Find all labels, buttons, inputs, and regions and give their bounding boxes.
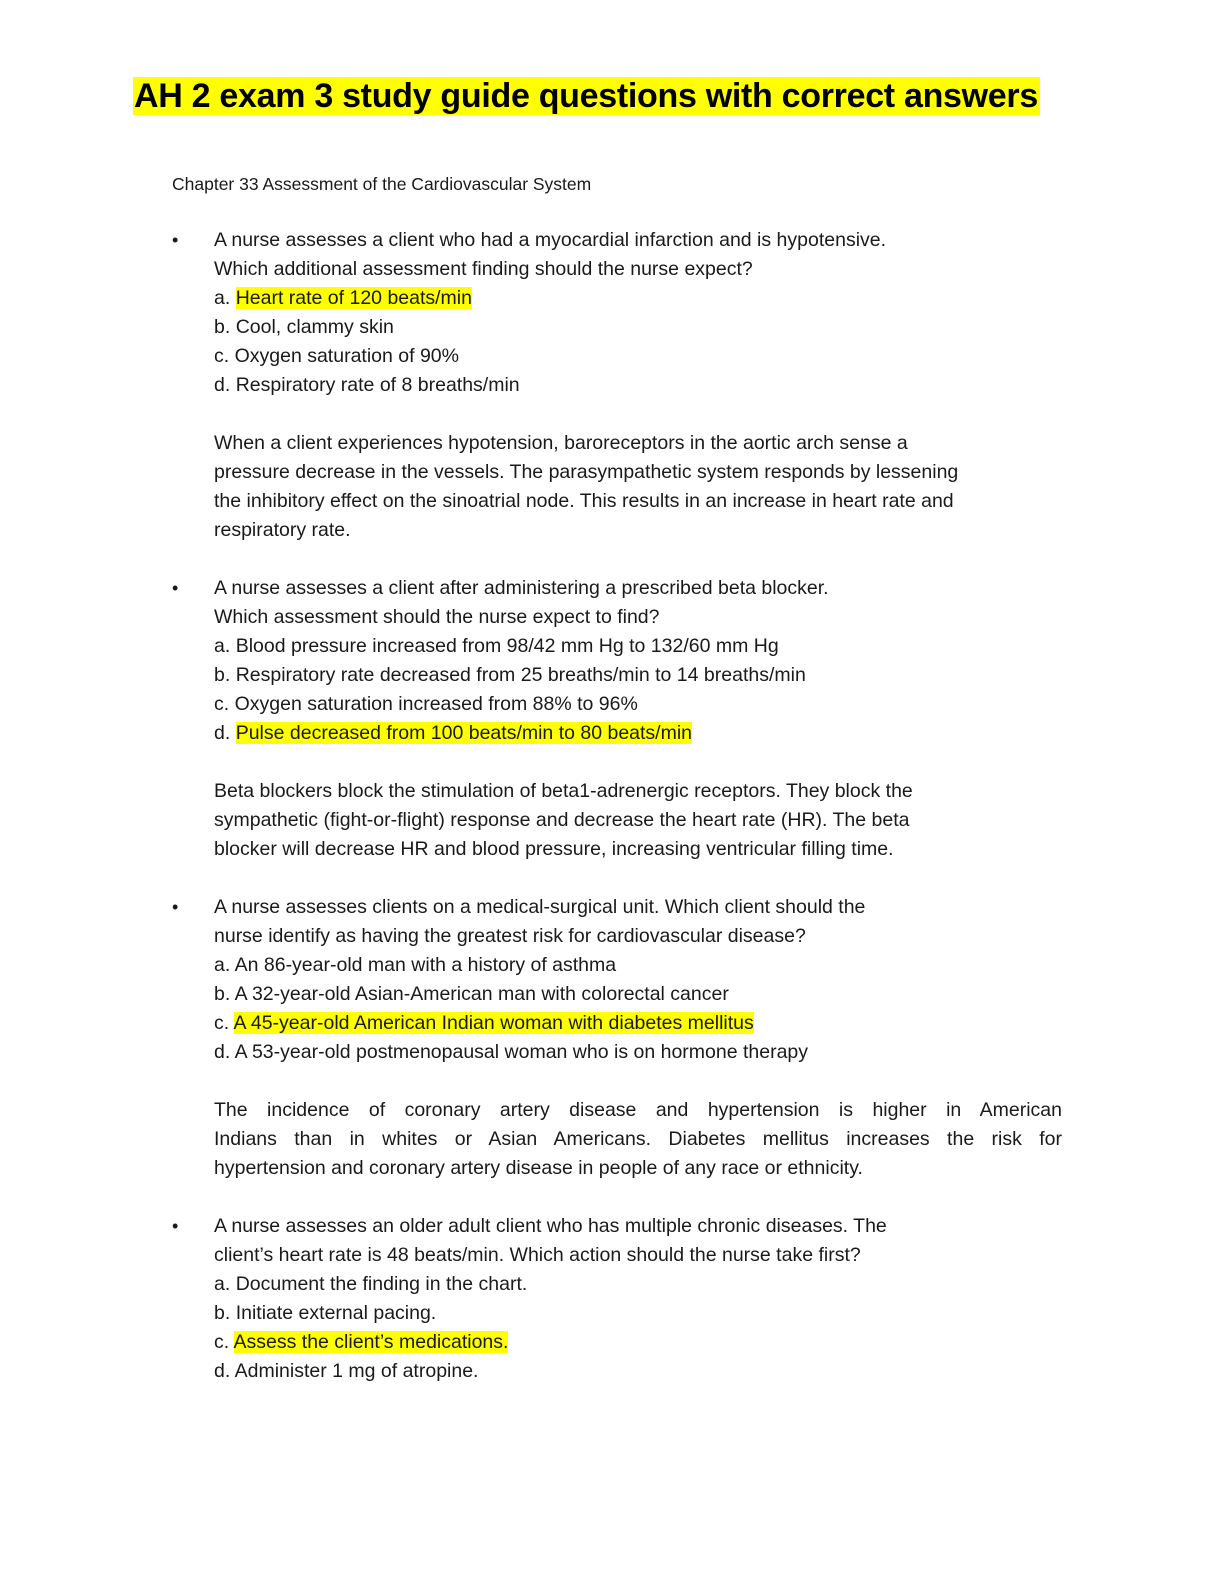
answer-option-d [214,371,1062,400]
explanation-line: Beta blockers block the stimulation of beta1-adrenergic receptors. They block the [214,780,913,802]
question-stem-line: A nurse assesses a client after administering a prescribed beta blocker. [214,577,829,599]
answer-option-a [214,284,1062,313]
correct-answer-highlight: Pulse decreased from 100 beats/min to 80 beats/min [235,722,693,744]
chapter-heading: Chapter 33 Assessment of the Cardiovascular System [172,174,592,194]
title-block [133,72,1040,120]
question-body [214,226,1062,545]
answer-explanation [214,777,1062,864]
option-text: Administer 1 mg of atropine. [234,1360,479,1382]
answer-option-d [214,1038,1062,1067]
option-prefix: a. [214,635,236,657]
bullet-icon: • [172,230,179,250]
question-stem-line: A nurse assesses an older adult client who has multiple chronic diseases. The [214,1215,887,1237]
option-prefix: c. [214,345,235,367]
explanation-line: Indians than in whites or Asian Americans. Diabetes mellitus increases the risk for [214,1128,1062,1150]
correct-answer-highlight: Assess the client’s medications. [233,1331,509,1353]
option-prefix: d. [214,722,236,744]
explanation-line: pressure decrease in the vessels. The parasympathetic system responds by lessening [214,461,959,483]
option-prefix: a. [214,287,236,309]
option-text: A 32-year-old Asian-American man with colorectal cancer [234,983,729,1005]
answer-option-a [214,951,1062,980]
answer-option-d [214,719,1062,748]
option-text: Respiratory rate decreased from 25 breaths/min to 14 breaths/min [235,664,806,686]
question-stem-line: nurse identify as having the greatest risk for cardiovascular disease? [214,925,806,947]
answer-option-c [214,1009,1062,1038]
option-text: Cool, clammy skin [235,316,394,338]
option-text: Oxygen saturation increased from 88% to 96% [234,693,638,715]
question-stem-line: A nurse assesses clients on a medical-surgical unit. Which client should the [214,896,866,918]
correct-answer-highlight: Heart rate of 120 beats/min [235,287,472,309]
explanation-line: hypertension and coronary artery disease in people of any race or ethnicity. [214,1157,863,1179]
option-prefix: c. [214,1012,234,1034]
answer-option-c [214,1328,1062,1357]
correct-answer-highlight: A 45-year-old American Indian woman with diabetes mellitus [233,1012,754,1034]
option-text: A 53-year-old postmenopausal woman who is on hormone therapy [234,1041,809,1063]
answer-option-b [214,1299,1062,1328]
explanation-line: blocker will decrease HR and blood pressure, increasing ventricular filling time. [214,838,894,860]
option-prefix: b. [214,664,236,686]
question-body [214,893,1062,1183]
answer-option-c [214,690,1062,719]
question-stem-line: Which assessment should the nurse expect to find? [214,606,660,628]
bullet-icon: • [172,1216,179,1236]
option-prefix: c. [214,1331,234,1353]
option-prefix: b. [214,983,235,1005]
bullet-icon: • [172,897,179,917]
answer-option-d [214,1357,1062,1386]
answer-explanation [214,429,1062,545]
explanation-line: sympathetic (fight-or-flight) response and decrease the heart rate (HR). The beta [214,809,910,831]
answer-option-a [214,632,1062,661]
question-stem-line: A nurse assesses a client who had a myocardial infarction and is hypotensive. [214,229,887,251]
question-stem-line: client’s heart rate is 48 beats/min. Which action should the nurse take first? [214,1244,861,1266]
explanation-line: respiratory rate. [214,519,351,541]
explanation-line: the inhibitory effect on the sinoatrial node. This results in an increase in heart rate and [214,490,954,512]
option-prefix: d. [214,1360,235,1382]
option-text: Oxygen saturation of 90% [234,345,459,367]
option-prefix: b. [214,1302,236,1324]
question-body [214,1212,1062,1386]
answer-option-b [214,980,1062,1009]
answer-option-b [214,661,1062,690]
document-title: AH 2 exam 3 study guide questions with correct answers [134,77,1038,115]
option-prefix: a. [214,1273,236,1295]
option-text: An 86-year-old man with a history of asthma [234,954,617,976]
option-text: Blood pressure increased from 98/42 mm Hg to 132/60 mm Hg [235,635,779,657]
answer-option-b [214,313,1062,342]
answer-explanation [214,1096,1062,1183]
option-prefix: c. [214,693,235,715]
option-prefix: a. [214,954,235,976]
option-text: Document the finding in the chart. [235,1273,528,1295]
option-prefix: d. [214,1041,235,1063]
explanation-line: The incidence of coronary artery disease and hypertension is higher in American [214,1099,1062,1121]
question-stem-line: Which additional assessment finding should the nurse expect? [214,258,753,280]
bullet-icon: • [172,578,179,598]
option-text: Initiate external pacing. [235,1302,437,1324]
option-text: Respiratory rate of 8 breaths/min [235,374,520,396]
option-prefix: b. [214,316,236,338]
answer-option-c [214,342,1062,371]
explanation-line: When a client experiences hypotension, baroreceptors in the aortic arch sense a [214,432,908,454]
answer-option-a [214,1270,1062,1299]
option-prefix: d. [214,374,236,396]
question-body [214,574,1062,864]
